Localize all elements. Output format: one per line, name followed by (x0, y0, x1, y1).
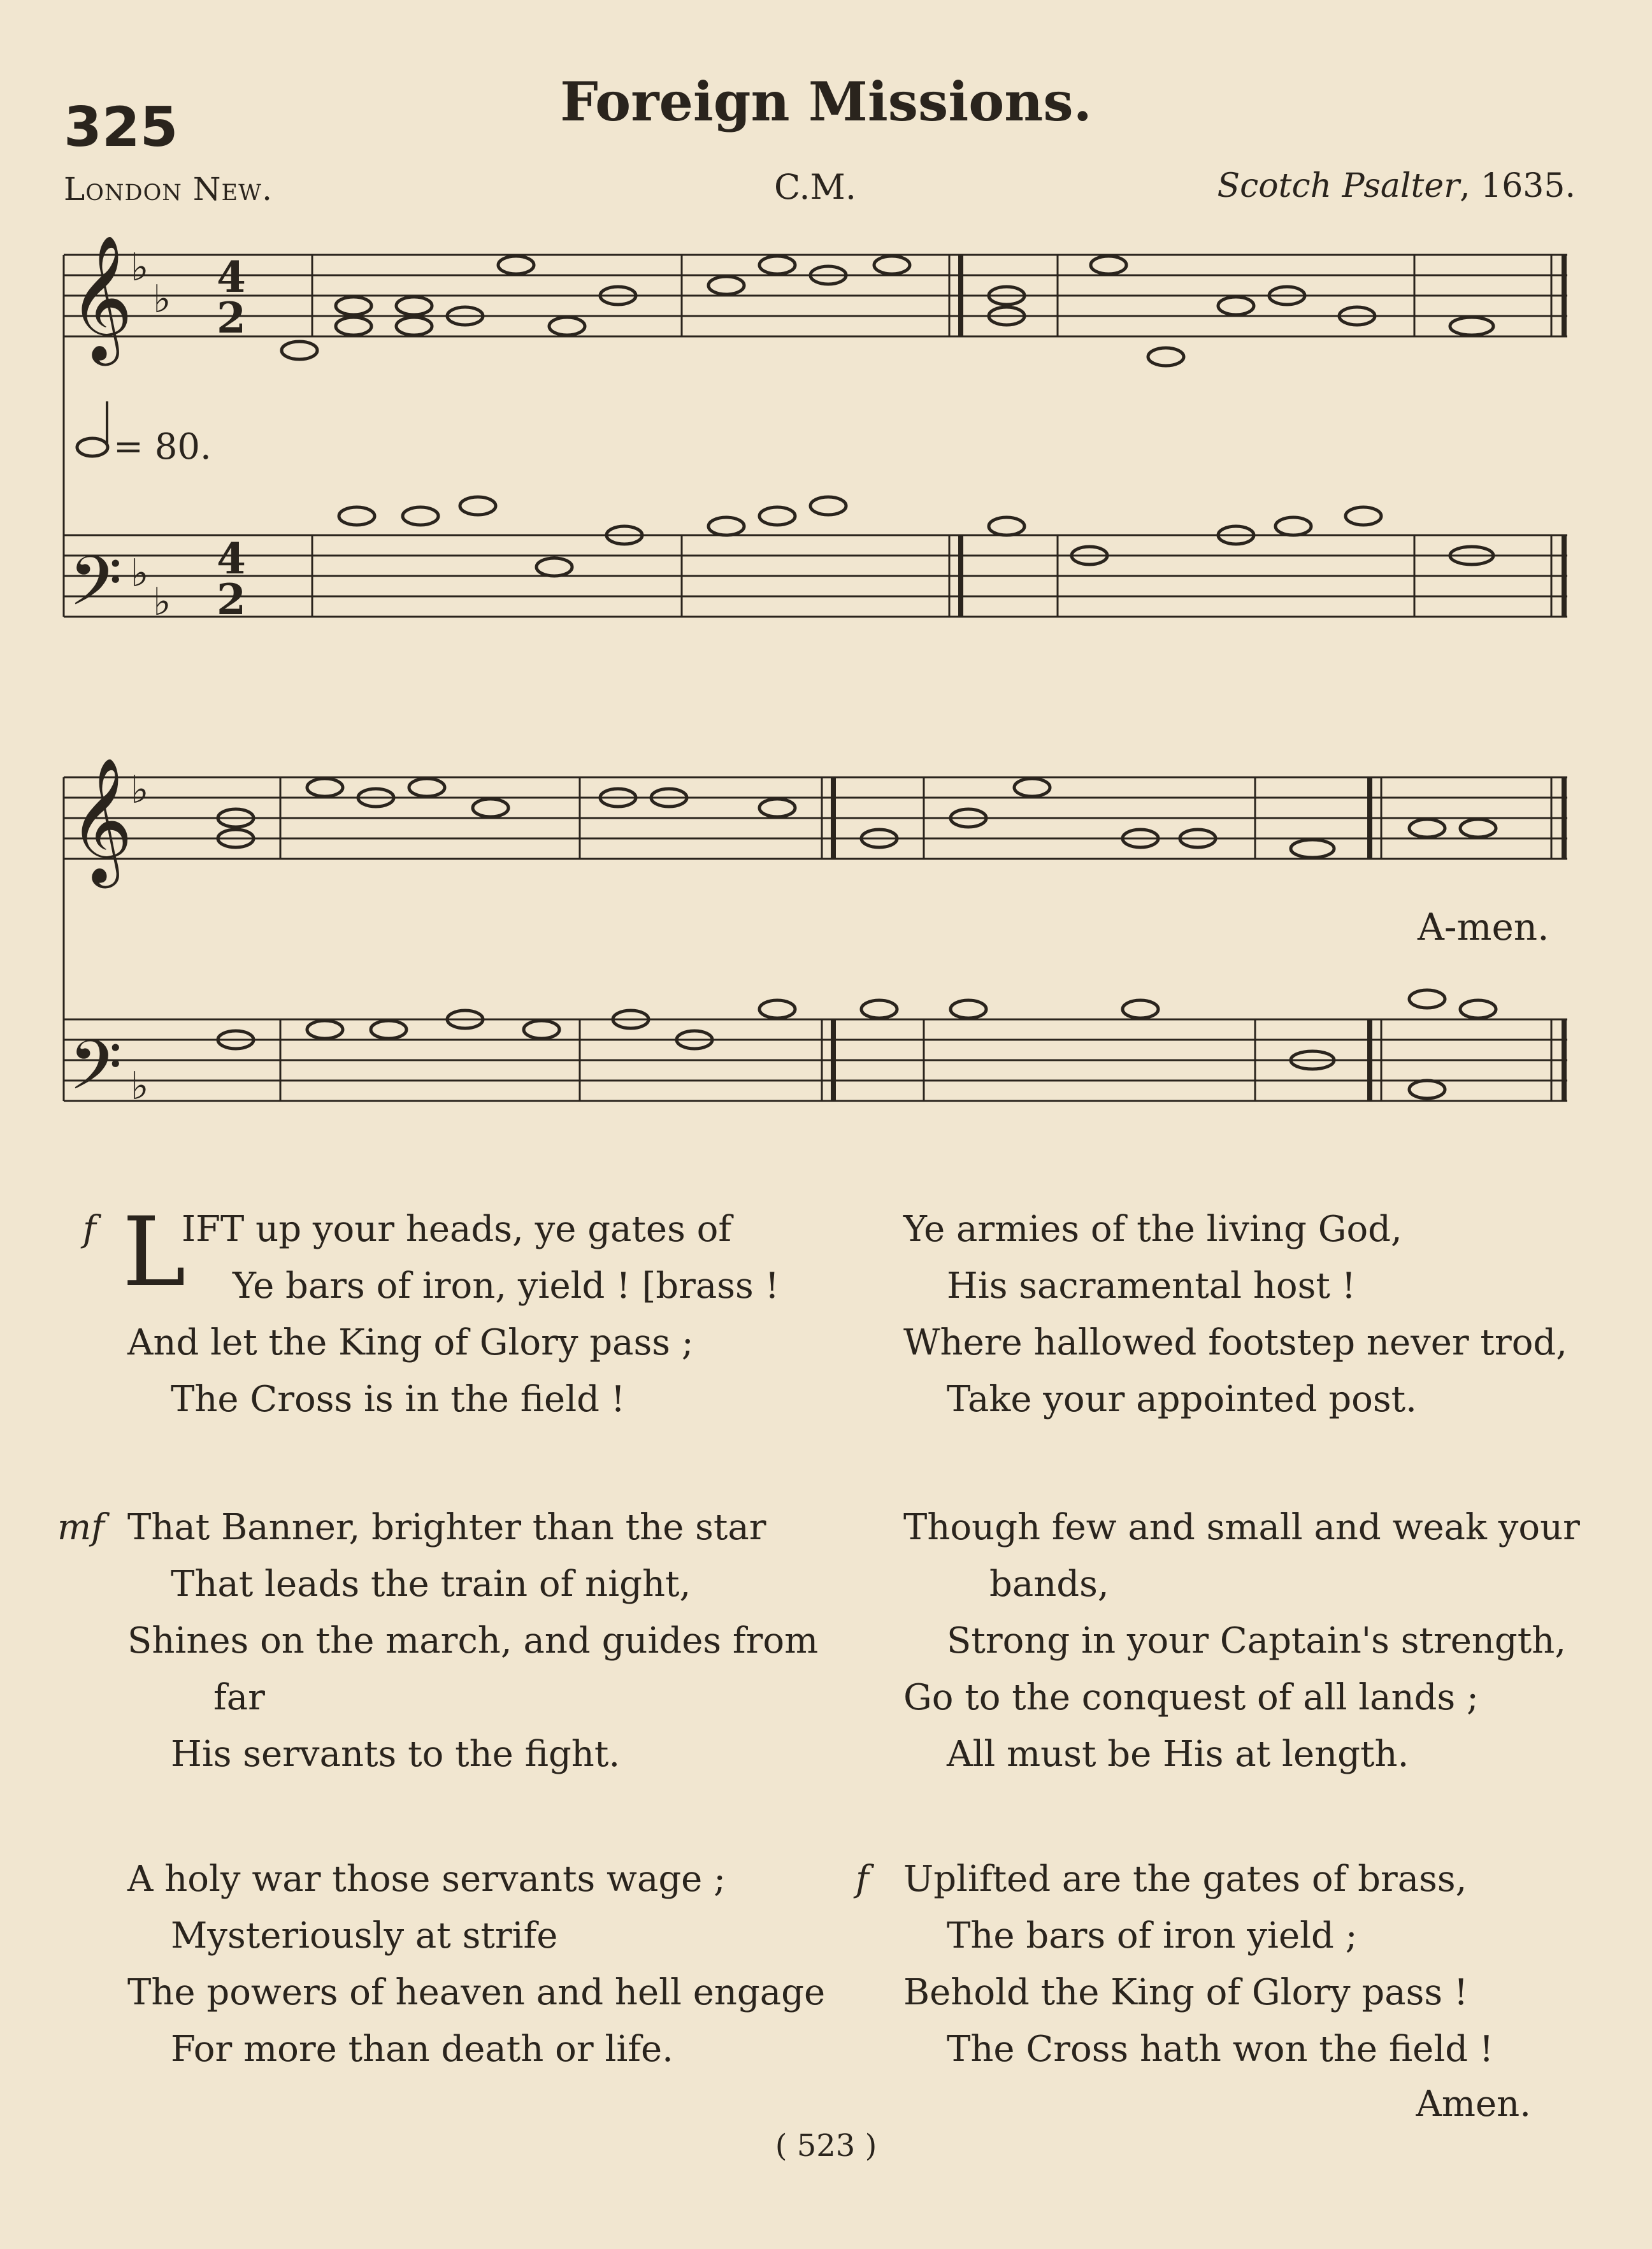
svg-text:♭: ♭ (131, 768, 149, 812)
verse-line: His sacramental host ! (947, 1265, 1356, 1307)
verse-line: far (213, 1677, 265, 1718)
svg-text:♭: ♭ (153, 277, 171, 322)
svg-text:♭: ♭ (131, 245, 149, 290)
verse-line: Behold the King of Glory pass ! (903, 1972, 1469, 2013)
music-score (57, 217, 1599, 1121)
verse-line: And let the King of Glory pass ; (127, 1322, 694, 1363)
verse-line: Where hallowed footstep never trod, (903, 1322, 1568, 1363)
verse-line: His servants to the fight. (171, 1734, 621, 1775)
verse-2 (903, 1201, 1567, 1428)
page-number: ( 523 ) (775, 2128, 877, 2164)
verse-line: Go to the conquest of all lands ; (903, 1677, 1479, 1718)
svg-text:♭: ♭ (153, 580, 171, 624)
system-2-treble-staff (64, 777, 1567, 859)
treble-clef-icon: 𝄞 (69, 234, 133, 361)
verse-line: Uplifted are the gates of brass, (903, 1858, 1467, 1900)
hymn-number: 325 (64, 96, 178, 159)
verse-line: Take your appointed post. (947, 1379, 1417, 1420)
verse-line: The bars of iron yield ; (947, 1915, 1358, 1957)
notes-system-1 (282, 256, 1493, 576)
time-signature-top: 4 (217, 534, 246, 584)
time-signature-top: 4 (217, 252, 246, 302)
source-name: Scotch Psalter (1217, 167, 1460, 205)
dynamic-marking: f (856, 1858, 869, 1900)
tune-name: London New. (64, 171, 273, 208)
amen-lyric: A-men. (1418, 905, 1549, 949)
verse-line: Though few and small and weak your (903, 1507, 1580, 1548)
meter: C.M. (774, 167, 857, 207)
verse-line: Ye bars of iron, yield ! [brass ! (233, 1265, 780, 1307)
amen-text: Amen. (1416, 2083, 1531, 2125)
system-2-bass-staff (64, 1019, 1567, 1101)
treble-clef-icon: 𝄞 (69, 757, 133, 883)
svg-text:♭: ♭ (131, 551, 149, 596)
page-title: Foreign Missions. (560, 70, 1092, 133)
verse-line: That leads the train of night, (171, 1563, 691, 1605)
dynamic-marking: f (83, 1209, 96, 1250)
verse-4 (903, 1499, 1580, 1783)
verse-line: A holy war those servants wage ; (127, 1858, 726, 1900)
source-attribution (1217, 167, 1576, 205)
notes-system-2 (218, 779, 1496, 1098)
verse-line: The Cross hath won the field ! (947, 2029, 1494, 2070)
dynamic-marking: mf (57, 1507, 104, 1548)
bass-clef-icon: 𝄢 (69, 541, 122, 638)
verse-5 (127, 1851, 825, 2078)
verse-line: That Banner, brighter than the star (127, 1507, 766, 1548)
svg-text:♭: ♭ (131, 1064, 149, 1109)
key-signature-flat-icon (131, 245, 171, 1109)
half-note-icon (77, 438, 108, 456)
verse-line: Mysteriously at strife (171, 1915, 558, 1957)
verse-line: For more than death or life. (171, 2029, 673, 2070)
verse-6 (856, 1851, 1494, 2078)
system-2-barlines (280, 777, 1564, 1101)
system-1-treble-staff (64, 255, 1567, 336)
verse-3 (57, 1499, 819, 1783)
system-1-bass-staff (64, 535, 1567, 617)
verse-line: IFT up your heads, ye gates of (182, 1209, 732, 1250)
verse-line: bands, (989, 1563, 1109, 1605)
source-year: , 1635. (1460, 167, 1576, 205)
verse-line: The Cross is in the field ! (171, 1379, 626, 1420)
verse-line: All must be His at length. (947, 1734, 1409, 1775)
bass-clef-icon: 𝄢 (69, 1025, 122, 1121)
verse-line: Strong in your Captain's strength, (947, 1620, 1567, 1662)
verse-1 (83, 1197, 780, 1428)
drop-cap: L (122, 1197, 186, 1308)
time-signature-bottom: 2 (217, 293, 246, 343)
system-1-barlines (312, 255, 1564, 617)
tempo-marking: = 80. (113, 426, 212, 468)
verse-line: Ye armies of the living God, (903, 1209, 1402, 1250)
verse-line: Shines on the march, and guides from (127, 1620, 819, 1662)
time-signature-bottom: 2 (217, 575, 246, 624)
verse-line: The powers of heaven and hell engage (127, 1972, 826, 2013)
